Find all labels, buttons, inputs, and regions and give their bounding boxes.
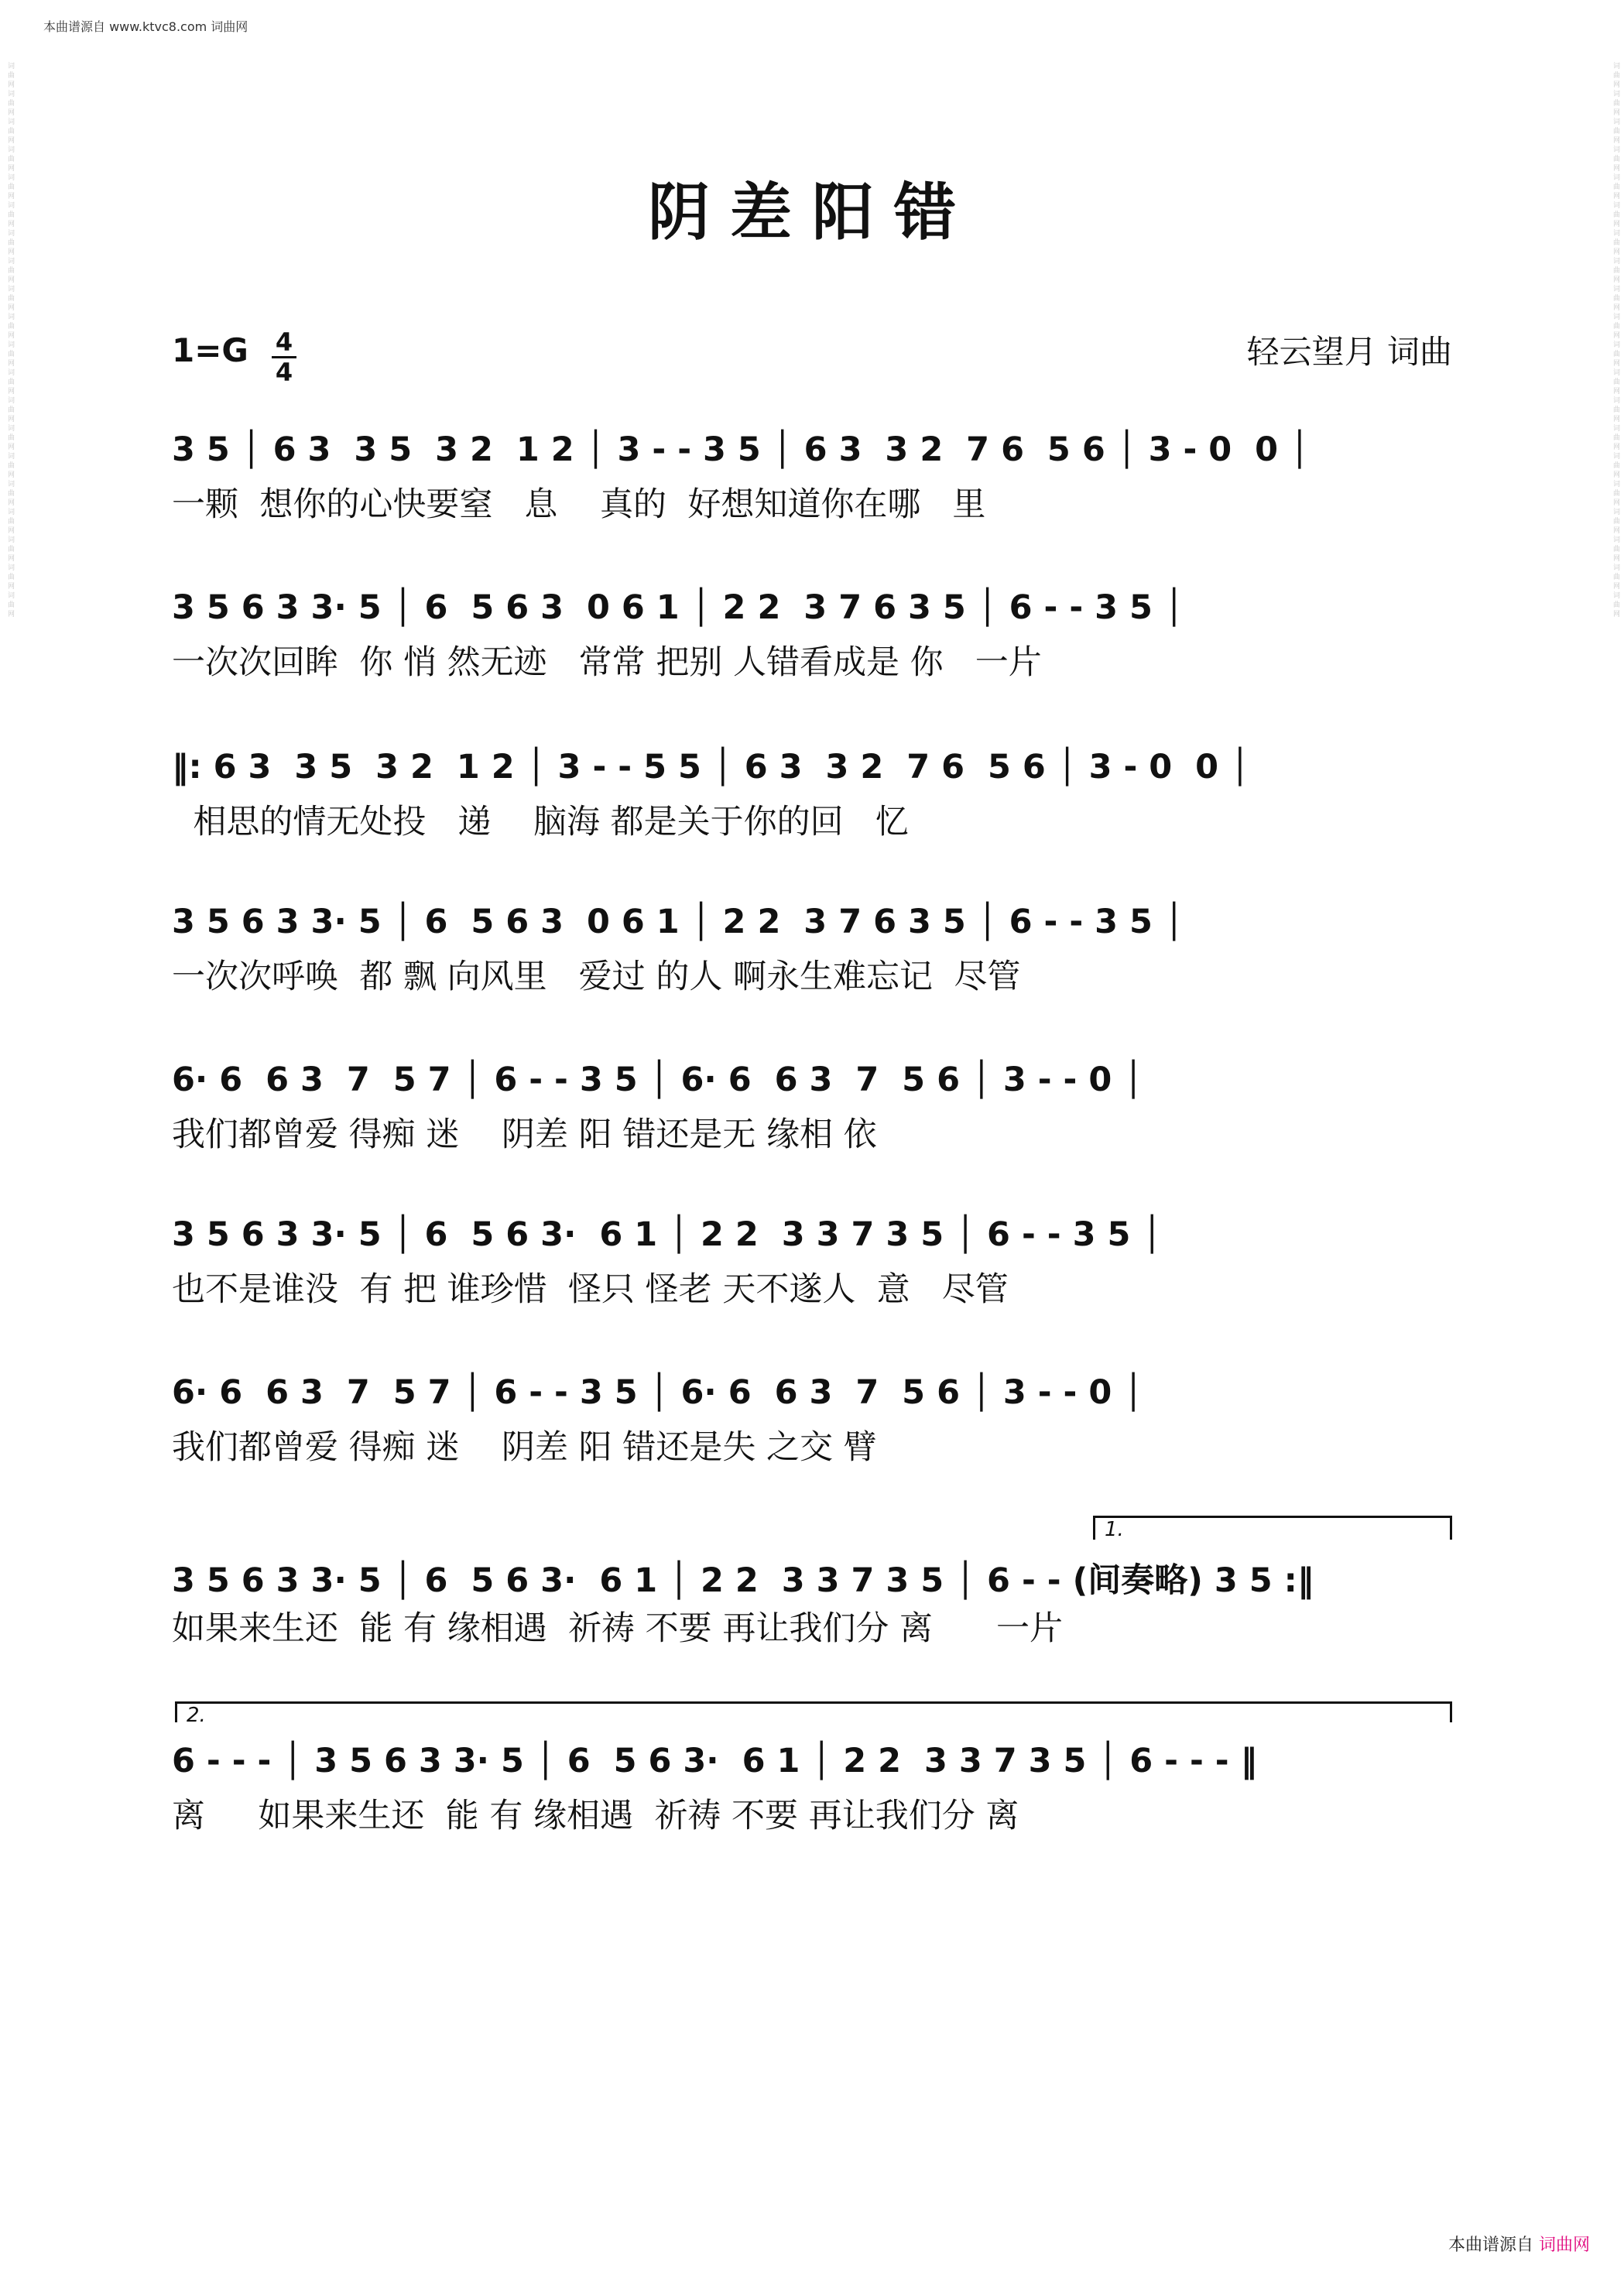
second-ending-label: 2. (187, 1704, 206, 1727)
source-label: 本曲谱源自 (1448, 2236, 1533, 2255)
side-watermark-right: 词曲网词曲网词曲网词曲网词曲网词曲网词曲网词曲网词曲网词曲网词曲网词曲网词曲网词曲网词曲网词曲网词曲网词曲网词曲网词曲网 (1612, 62, 1619, 619)
source-watermark-bottom (1448, 2232, 1590, 2256)
notation-line: 3 5 │ 6 3 3 5 3 2 1 2 │ 3 - - 3 5 │ 6 3 3 2 7 6 5 6 │ 3 - 0 0 │ (172, 430, 1310, 469)
lyrics-line: 一颗 想你的心快要窒 息 真的 好想知道你在哪 里 (172, 485, 986, 524)
notation-line: 6· 6 6 3 7 5 7 │ 6 - - 3 5 │ 6· 6 6 3 7 5 6 │ 3 - - 0 │ (172, 1373, 1144, 1412)
lyrics-line: 也不是谁没 有 把 谁珍惜 怪只 怪老 天不遂人 意 尽管 (172, 1270, 1009, 1309)
source-watermark-top: 本曲谱源自 www.ktvc8.com 词曲网 (43, 19, 248, 34)
time-signature-bottom: 4 (275, 358, 293, 387)
author-credit: 轻云望月 词曲 (1246, 333, 1452, 371)
first-ending-bracket (1093, 1516, 1452, 1540)
song-title: 阴差阳错 (648, 176, 976, 248)
time-signature (269, 328, 299, 386)
notation-line: 3 5 6 3 3· 5 │ 6 5 6 3 0 6 1 │ 2 2 3 7 6 3 5 │ 6 - - 3 5 │ (172, 588, 1184, 627)
notation-line: 6· 6 6 3 7 5 7 │ 6 - - 3 5 │ 6· 6 6 3 7 5 6 │ 3 - - 0 │ (172, 1060, 1144, 1099)
side-watermark-left: 词曲网词曲网词曲网词曲网词曲网词曲网词曲网词曲网词曲网词曲网词曲网词曲网词曲网词曲网词曲网词曲网词曲网词曲网词曲网词曲网 (6, 62, 14, 619)
second-ending-bracket (175, 1701, 1452, 1727)
notation-line: ‖: 6 3 3 5 3 2 1 2 │ 3 - - 5 5 │ 6 3 3 2 7 6 5 6 │ 3 - 0 0 │ (172, 748, 1250, 786)
first-ending-label: 1. (1105, 1518, 1124, 1541)
lyrics-line: 离 如果来生还 能 有 缘相遇 祈祷 不要 再让我们分 离 (172, 1797, 1019, 1835)
notation-line: 3 5 6 3 3· 5 │ 6 5 6 3· 6 1 │ 2 2 3 3 7 3 5 │ 6 - - (间奏略) 3 5 :‖ (172, 1561, 1314, 1600)
notation-line: 3 5 6 3 3· 5 │ 6 5 6 3· 6 1 │ 2 2 3 3 7 3 5 │ 6 - - 3 5 │ (172, 1215, 1163, 1254)
notation-line: 3 5 6 3 3· 5 │ 6 5 6 3 0 6 1 │ 2 2 3 7 6 3 5 │ 6 - - 3 5 │ (172, 903, 1184, 941)
lyrics-line: 一次次回眸 你 悄 然无迹 常常 把别 人错看成是 你 一片 (172, 643, 1042, 682)
source-site-link[interactable]: 词曲网 (1538, 2236, 1590, 2255)
lyrics-line: 一次次呼唤 都 飘 向风里 爱过 的人 啊永生难忘记 尽管 (172, 958, 1021, 996)
key-signature: 1=G (172, 331, 248, 369)
notation-line: 6 - - - │ 3 5 6 3 3· 5 │ 6 5 6 3· 6 1 │ 2 2 3 3 7 3 5 │ 6 - - - ‖ (172, 1742, 1258, 1780)
lyrics-line: 如果来生还 能 有 缘相遇 祈祷 不要 再让我们分 离 一片 (172, 1609, 1064, 1648)
lyrics-line: 我们都曾爱 得痴 迷 阴差 阳 错还是失 之交 臂 (172, 1428, 877, 1467)
time-signature-top: 4 (275, 327, 293, 357)
lyrics-line: 相思的情无处投 递 脑海 都是关于你的回 忆 (172, 803, 909, 841)
lyrics-line: 我们都曾爱 得痴 迷 阴差 阳 错还是无 缘相 依 (172, 1115, 877, 1154)
